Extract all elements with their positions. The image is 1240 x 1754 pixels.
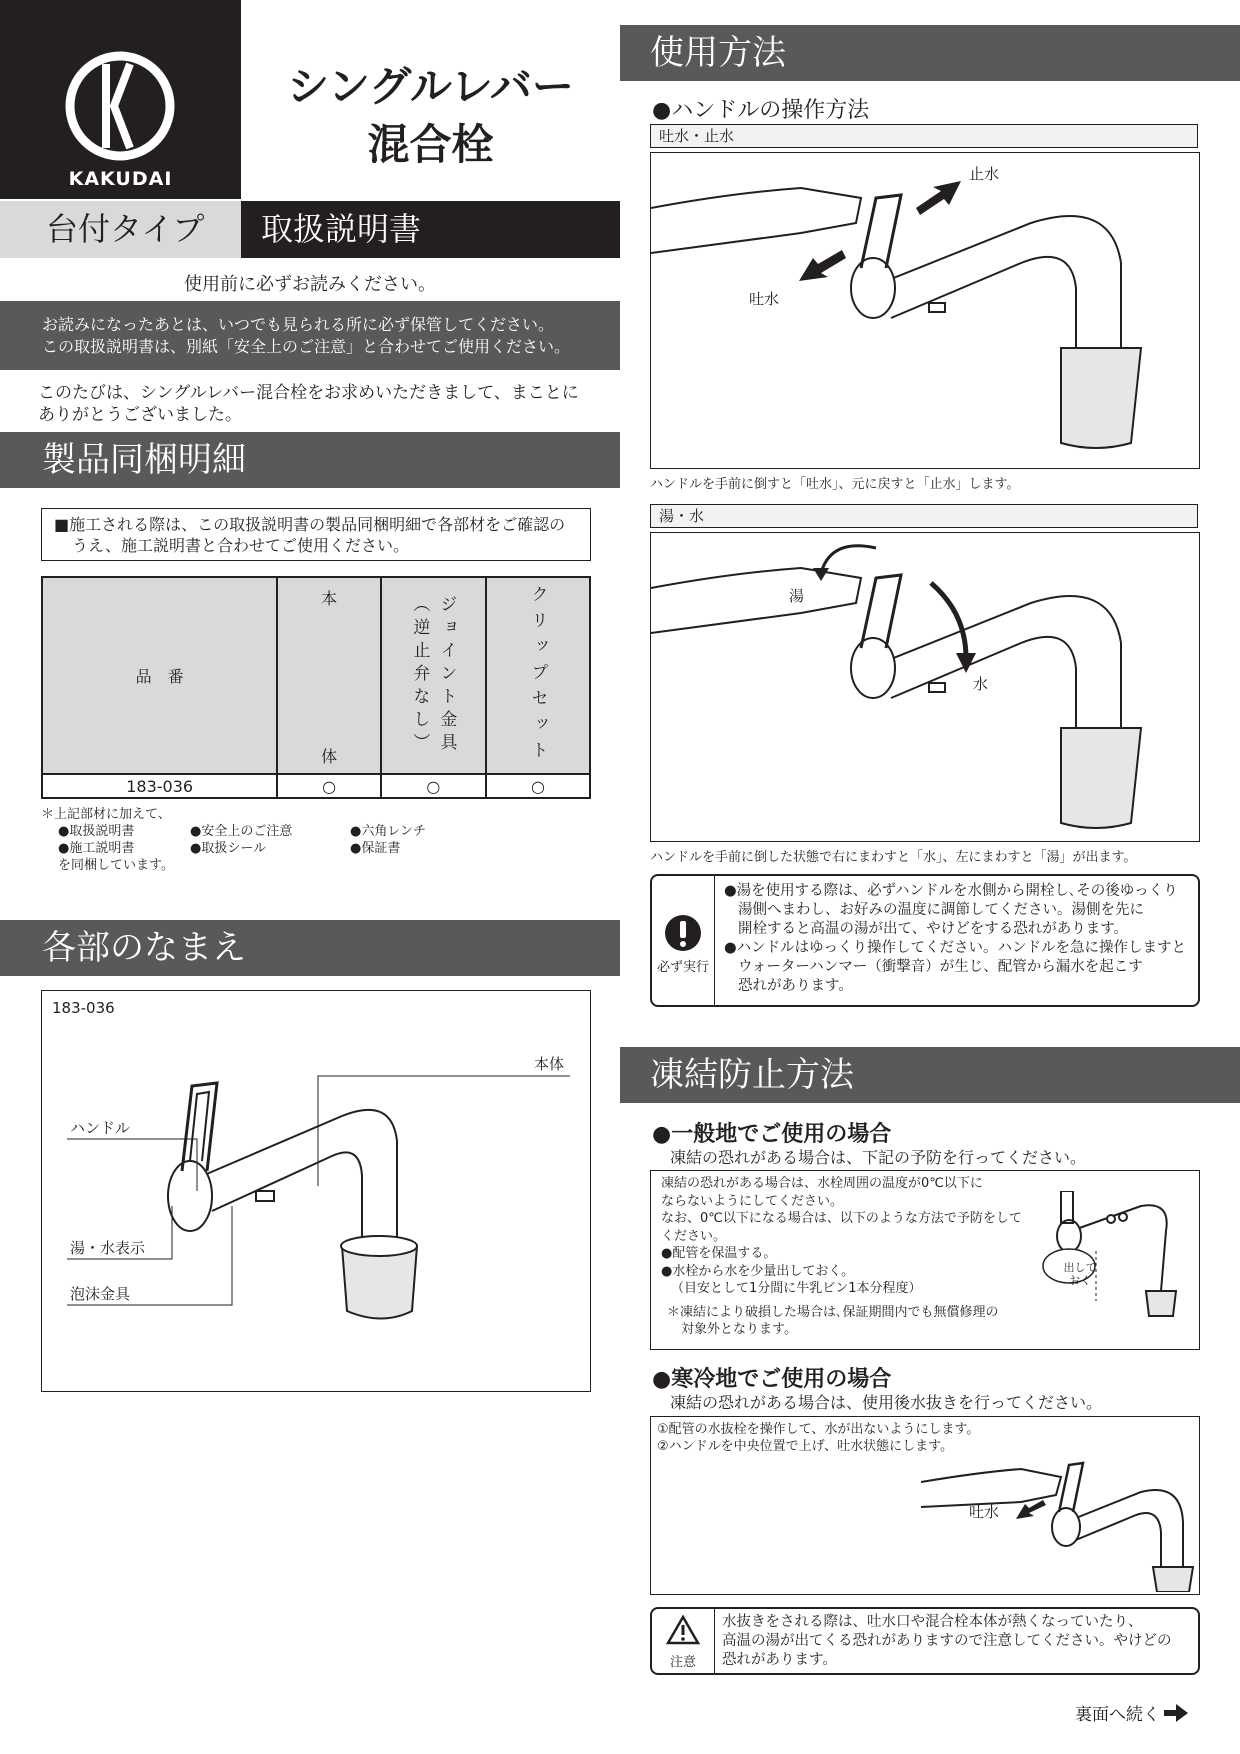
col-joint bbox=[381, 577, 486, 774]
faucet-drip-illustration bbox=[1041, 1191, 1191, 1321]
storage-notice bbox=[0, 301, 620, 370]
must-line: ●ハンドルはゆっくり操作してください。ハンドルを急に操作しますと bbox=[724, 940, 1187, 956]
label-flow: 吐水 bbox=[749, 290, 780, 308]
cold-illustration bbox=[921, 1447, 1196, 1592]
warning-triangle-icon bbox=[666, 1615, 700, 1645]
section-title-contents: 製品同梱明細 bbox=[0, 432, 620, 488]
label-body: 本体 bbox=[534, 1055, 565, 1073]
temp-label: 湯・水 bbox=[650, 504, 1198, 528]
contents-table bbox=[41, 576, 591, 799]
row-clip: ○ bbox=[486, 774, 590, 798]
label-hot-cold: 湯・水表示 bbox=[70, 1239, 146, 1257]
title-line-1: シングルレバー bbox=[287, 62, 574, 111]
general-text bbox=[661, 1175, 1051, 1339]
caution-line: 恐れがあります。 bbox=[722, 1652, 837, 1668]
notice-line-1: お読みになったあとは、いつでも見られる所に必ず保管してください。 bbox=[42, 315, 555, 334]
extra-item: ●六角レンチ bbox=[350, 824, 427, 839]
cold-flow-label: 吐水 bbox=[969, 1503, 1000, 1521]
extra-item: ●安全上のご注意 bbox=[190, 824, 293, 839]
notice-line-2: この取扱説明書は、別紙「安全上のご注意」と合わせてご使用ください。 bbox=[42, 337, 571, 356]
continue-text: 裏面へ続く bbox=[1075, 1705, 1160, 1725]
flow-caption: ハンドルを手前に倒すと「吐水」、元に戻すと「止水」します。 bbox=[650, 477, 1020, 492]
must-line: 恐れがあります。 bbox=[738, 978, 853, 994]
must-do-text bbox=[724, 882, 1194, 996]
cold-box bbox=[650, 1416, 1200, 1595]
cold-title: ●寒冷地でご使用の場合 bbox=[652, 1367, 892, 1392]
extras-intro: ＊上記部材に加えて、 bbox=[41, 807, 171, 822]
caution-badge bbox=[652, 1609, 715, 1673]
cold-step: ①配管の水抜栓を操作して、水が出ないようにします。 bbox=[657, 1422, 980, 1437]
usage-subtitle: ●ハンドルの操作方法 bbox=[652, 98, 870, 123]
cold-sub: 凍結の恐れがある場合は、使用後水抜きを行ってください。 bbox=[670, 1393, 1103, 1412]
general-line: ならないようにしてください。 bbox=[661, 1193, 844, 1209]
type-tag: 台付タイプ bbox=[0, 201, 241, 258]
section-title-freeze: 凍結防止方法 bbox=[620, 1047, 1240, 1103]
general-title: ●一般地でご使用の場合 bbox=[652, 1122, 892, 1147]
row-body: ○ bbox=[277, 774, 381, 798]
extras-outro: を同梱しています。 bbox=[58, 858, 174, 873]
parts-model: 183-036 bbox=[52, 999, 115, 1017]
speech-bubble bbox=[1051, 1261, 1109, 1287]
brand-name: KAKUDAI bbox=[68, 168, 173, 190]
row-part-no: 183-036 bbox=[42, 774, 277, 798]
general-line: ください。 bbox=[661, 1228, 727, 1244]
caution-line: 高温の湯が出てくる恐れがありますので注意してください。やけどの bbox=[722, 1633, 1172, 1649]
must-do-box bbox=[650, 874, 1200, 1007]
must-do-label: 必ず実行 bbox=[656, 960, 709, 975]
product-title bbox=[241, 58, 620, 174]
arrow-right-icon bbox=[1164, 1704, 1188, 1722]
col-clip bbox=[486, 577, 590, 774]
thanks-text bbox=[38, 382, 598, 426]
parts-diagram bbox=[41, 990, 591, 1392]
manual-tag: 取扱説明書 bbox=[241, 201, 620, 258]
contents-note bbox=[41, 508, 591, 561]
bubble-line: 出して bbox=[1063, 1261, 1097, 1274]
must-line: 湯側へまわし、お好みの温度に調節してください。湯側を先に bbox=[738, 902, 1144, 918]
general-note: ＊凍結により破損した場合は､保証期間内でも無償修理の bbox=[667, 1304, 999, 1320]
general-line: 凍結の恐れがある場合は、水栓周囲の温度が0℃以下に bbox=[661, 1176, 983, 1191]
read-before-notice: 使用前に必ずお読みください。 bbox=[184, 274, 436, 295]
thanks-line-1: このたびは、シングルレバー混合栓をお求めいただきまして、まことに bbox=[38, 383, 579, 403]
temp-caption: ハンドルを手前に倒した状態で右にまわすと「水」、左にまわすと「湯」が出ます。 bbox=[650, 850, 1137, 865]
label-handle: ハンドル bbox=[70, 1119, 131, 1137]
flow-label: 吐水・止水 bbox=[650, 124, 1198, 148]
must-line: 開栓すると高温の湯が出て、やけどをする恐れがあります。 bbox=[738, 921, 1129, 937]
extra-item: ●保証書 bbox=[350, 841, 401, 856]
temp-illustration bbox=[651, 533, 1199, 841]
label-stop: 止水 bbox=[969, 165, 1000, 183]
exclamation-icon bbox=[664, 914, 702, 952]
col-joint-label: ジョイント金具 bbox=[436, 595, 457, 756]
row-joint: ○ bbox=[381, 774, 486, 798]
thanks-line-2: ありがとうございました。 bbox=[38, 405, 242, 425]
section-title-parts: 各部のなまえ bbox=[0, 920, 620, 976]
label-hot: 湯 bbox=[789, 587, 805, 605]
extra-item: ●取扱説明書 bbox=[58, 824, 135, 839]
extra-item: ●取扱シール bbox=[190, 841, 267, 856]
section-title-usage: 使用方法 bbox=[620, 25, 1240, 81]
continue-note bbox=[1075, 1700, 1188, 1725]
col-body bbox=[277, 577, 381, 774]
general-note: 対象外となります。 bbox=[681, 1322, 797, 1337]
general-line: ●配管を保温する。 bbox=[661, 1246, 777, 1261]
caution-box bbox=[650, 1607, 1200, 1675]
kakudai-logo-icon bbox=[64, 50, 176, 162]
col-body-bottom: 体 bbox=[321, 747, 338, 766]
general-line: （目安として1分間に牛乳ビン1本分程度） bbox=[671, 1281, 922, 1296]
cold-step: ②ハンドルを中央位置で上げ、吐水状態にします。 bbox=[657, 1439, 954, 1454]
title-line-2: 混合栓 bbox=[367, 120, 494, 169]
col-clip-label: クリップセット bbox=[527, 584, 548, 767]
col-joint-sub: （逆止弁なし） bbox=[409, 595, 430, 756]
general-line: ●水栓から水を少量出しておく。 bbox=[661, 1263, 855, 1279]
caution-label: 注意 bbox=[669, 1655, 696, 1670]
contents-note-line-2: うえ、施工説明書と合わせてご使用ください。 bbox=[72, 536, 409, 555]
flow-illustration bbox=[651, 153, 1199, 468]
label-aerator: 泡沫金具 bbox=[70, 1285, 131, 1303]
col-body-top: 本 bbox=[321, 589, 338, 608]
label-cold: 水 bbox=[973, 675, 989, 693]
general-line: なお、0℃以下になる場合は、以下のような方法で予防をして bbox=[661, 1211, 1022, 1226]
faucet-parts-illustration bbox=[42, 991, 590, 1391]
bubble-line: おく bbox=[1069, 1274, 1091, 1287]
caution-text bbox=[722, 1613, 1197, 1670]
col-part-no: 品 番 bbox=[42, 577, 277, 774]
must-do-badge bbox=[652, 876, 715, 1005]
temp-diagram bbox=[650, 532, 1200, 842]
flow-diagram bbox=[650, 152, 1200, 469]
general-box bbox=[650, 1170, 1200, 1350]
general-sub: 凍結の恐れがある場合は、下記の予防を行ってください。 bbox=[670, 1148, 1087, 1167]
caution-line: 水抜きをされる際は、吐水口や混合栓本体が熱くなっていたり、 bbox=[722, 1614, 1143, 1630]
must-line: ●湯を使用する際は、必ずハンドルを水側から開栓し､その後ゆっくり bbox=[724, 883, 1178, 899]
contents-note-line-1: ■施工される際は、この取扱説明書の製品同梱明細で各部材をご確認の bbox=[54, 515, 566, 534]
extra-item: ●施工説明書 bbox=[58, 841, 135, 856]
must-line: ウォーターハンマー（衝撃音）が生じ、配管から漏水を起こす bbox=[738, 959, 1143, 975]
